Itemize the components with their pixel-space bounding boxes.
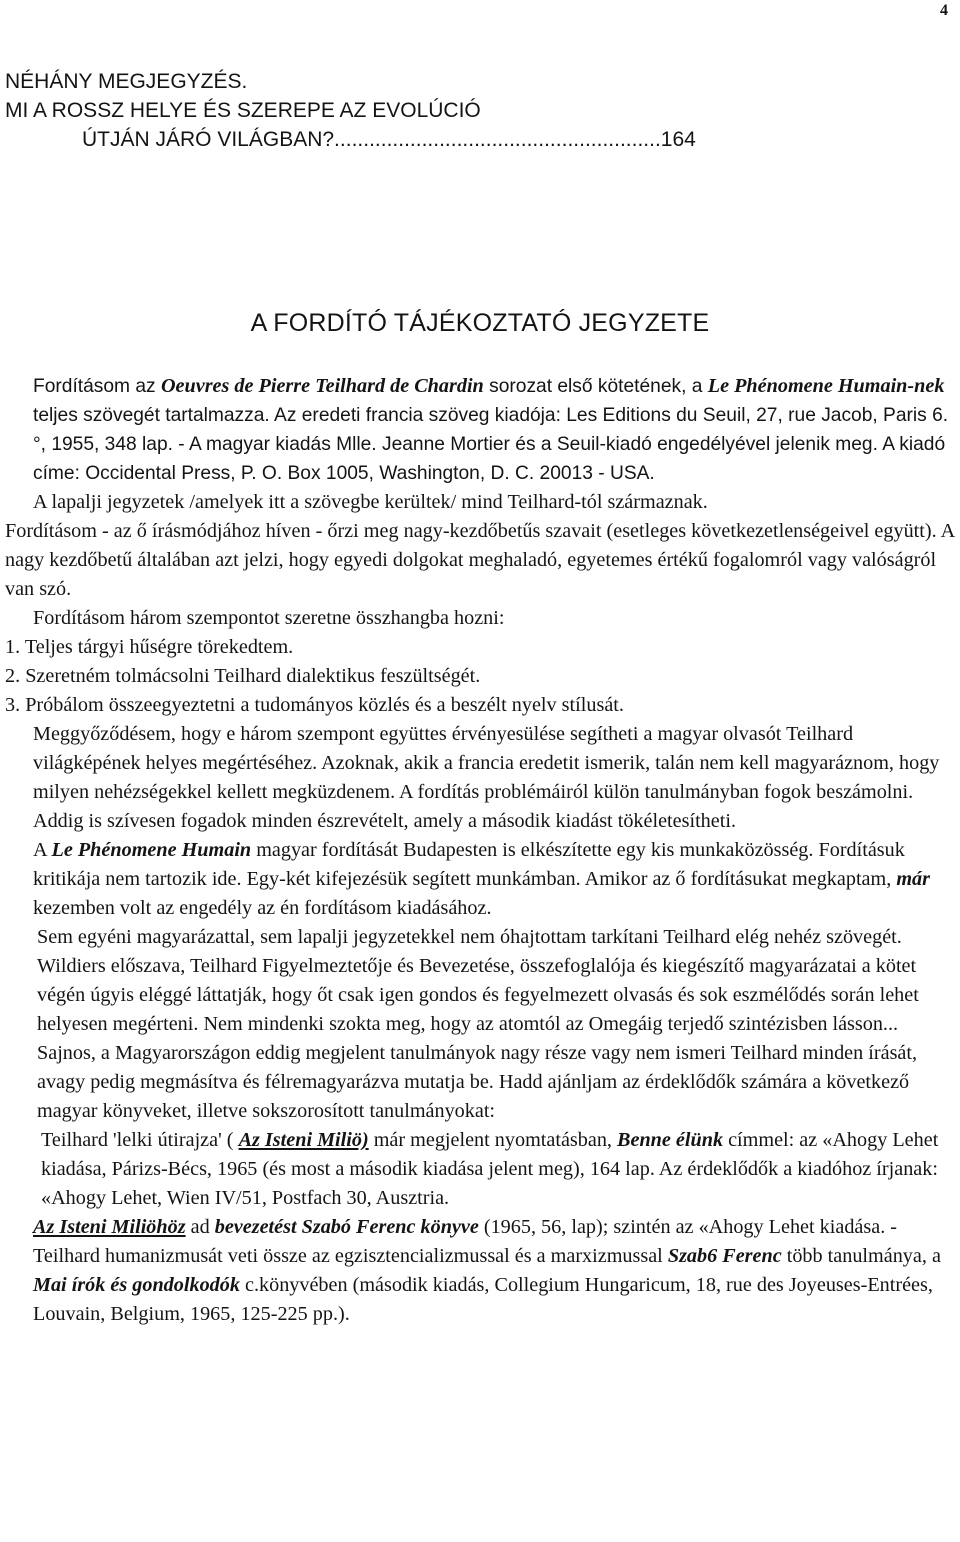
text-run: kezemben volt az engedély az én fordításom kiadásához.: [33, 897, 492, 919]
text-run: Fordításom az: [33, 376, 161, 397]
paragraph-conviction: Meggyőződésem, hogy e három szempont együttes érvényesülése segítheti a magyar olvasót Teilhard világképének helyes megértéséhez. Azoknak, akik a francia eredetit ismerik, talán nem kell magyaráznom, hogy milyen nehézségekkel kellett megküzdenem. A fordítás problémáiról külön tanulmányban fogok beszámolni. Addig is szívesen fogadok minden észrevételt, amely a második kiadást tökéletesítheti.: [33, 723, 940, 832]
list-item: 1. Teljes tárgyi hűségre törekedtem.: [5, 636, 294, 658]
author-name: Szab6 Ferenc: [667, 1245, 782, 1267]
page-number: 4: [940, 2, 948, 19]
paragraph-unfortunately: Sajnos, a Magyarországon eddig megjelent tanulmányok nagy része vagy nem ismeri Teilhard minden írását, avagy pedig megmásítva és félremagyarázva mutatja be. Hadd ajánljam az érdeklődők számára a következő magyar könyveket, illetve sokszorosított tanulmányokat:: [37, 1042, 918, 1122]
text-run: magyar fordítását Budapesten is elkészítette egy kis munkaközösség. Fordításuk kritikája nem tartozik ide. Egy-két kifejezésük segített munkámban. Amikor az ő fordításukat megkaptam,: [33, 839, 905, 890]
text-run: A nagy kezdőbetű általában azt jelzi, hogy egyedi dolgokat meghaladó, egyetemes értékű fogalomról vagy valóságról van szó.: [5, 520, 955, 600]
book-title: Le Phénomene Humain-nek: [707, 375, 945, 397]
toc-line: NÉHÁNY MEGJEGYZÉS.: [5, 70, 248, 93]
series-title: Oeuvres de Pierre Teilhard de Chardin: [160, 375, 484, 397]
section-heading: A FORDÍTÓ TÁJÉKOZTATÓ JEGYZETE: [250, 309, 710, 337]
text-run: Az eredeti francia szöveg kiadója: Les Editions du Seuil, 27, rue Jacob, Paris 6.°, 1955, 348 lap. - A magyar kiadás Mlle. Jeanne Mortier és a Seuil-kiadó engedélyével jelenik meg. A kiadó címe: Occidental Press, P. O. Box 1005, Washington, D. C. 20013 - USA.: [33, 405, 949, 484]
paragraph-spiritual-journey: [5, 1126, 955, 1213]
text-run: (1965, 56, lap); szintén az «Ahogy Lehet kiadása. - Teilhard humanizmusát veti össze az egzisztencializmussal és a marxizmussal: [33, 1216, 898, 1267]
book-title: Az Isteni Miliöhöz: [33, 1216, 186, 1238]
emphasis: már: [896, 868, 930, 890]
body-text: [5, 372, 955, 1329]
text-run: már megjelent nyomtatásban,: [368, 1129, 618, 1151]
list-item: 3. Próbálom összeegyeztetni a tudományos közlés és a beszélt nyelv stílusát.: [5, 694, 624, 716]
book-title: bevezetést Szabó Ferenc könyve: [214, 1216, 479, 1238]
text-run: Fordításom - az ő írásmódjához híven - őrzi meg nagy-kezdőbetűs szavait (esetleges következetlenségeivel együtt).: [5, 520, 941, 542]
book-title: Le Phénomene Humain: [51, 839, 252, 861]
text-run: címmel: az «Ahogy Lehet kiadása, Párizs-Bécs, 1965 (és most a második kiadása jelent meg), 164 lap. Az érdeklődők a kiadóhoz írjanak: «Ahogy Lehet, Wien IV/51, Postfach 30, Ausztria.: [41, 1129, 939, 1209]
toc-line-with-page: ÚTJÁN JÁRÓ VILÁGBAN?........................................................164: [82, 128, 696, 151]
paragraph-budapest: [5, 836, 955, 923]
table-of-contents-entry: [5, 67, 696, 154]
book-title: Az Isteni Miliö): [238, 1129, 369, 1151]
text-run: c.könyvében (második kiadás, Collegium Hungaricum, 18, rue des Joyeuses-Entrées, Louvain, Belgium, 1965, 125-225 pp.).: [33, 1274, 933, 1325]
paragraph-footnotes: A lapalji jegyzetek /amelyek itt a szövegbe kerültek/ mind Teilhard-tól származnak.: [33, 491, 708, 513]
paragraph-capitals: [5, 517, 955, 604]
paragraph-no-notes: Sem egyéni magyarázattal, sem lapalji jegyzetekkel nem óhajtottam tarkítani Teilhard elég nehéz szövegét. Wildiers előszava, Teilhard Figyelmeztetője és Bevezetése, összefoglalója és kiegészítő magyarázatai a kötet végén úgyis eléggé láttatják, hogy őt csak igen gondos és fegyelmezett olvasás és sok eszmélődés során lehet helyesen megérteni. Nem mindenki szokta meg, hogy az atomtól az Omegáig terjedő szintézisben lásson...: [37, 926, 919, 1035]
list-item: 2. Szeretném tolmácsolni Teilhard dialektikus feszültségét.: [5, 665, 481, 687]
paragraph-aims: Fordításom három szempontot szeretne összhangba hozni:: [33, 607, 505, 629]
text-run: ad: [185, 1216, 215, 1238]
text-run: teljes szövegét tartalmazza.: [33, 405, 275, 426]
text-run: sorozat első kötetének, a: [483, 376, 708, 397]
book-title: Benne élünk: [617, 1129, 724, 1151]
paragraph-szabo: [5, 1213, 955, 1329]
text-run: több tanulmánya, a: [781, 1245, 941, 1267]
text-run: A: [33, 839, 52, 861]
toc-line: MI A ROSSZ HELYE ÉS SZEREPE AZ EVOLÚCIÓ: [5, 99, 481, 122]
book-title: Mai írók és gondolkodók: [33, 1274, 240, 1296]
paragraph-intro: [5, 372, 955, 488]
text-run: Teilhard 'lelki útirajza' (: [41, 1129, 239, 1151]
